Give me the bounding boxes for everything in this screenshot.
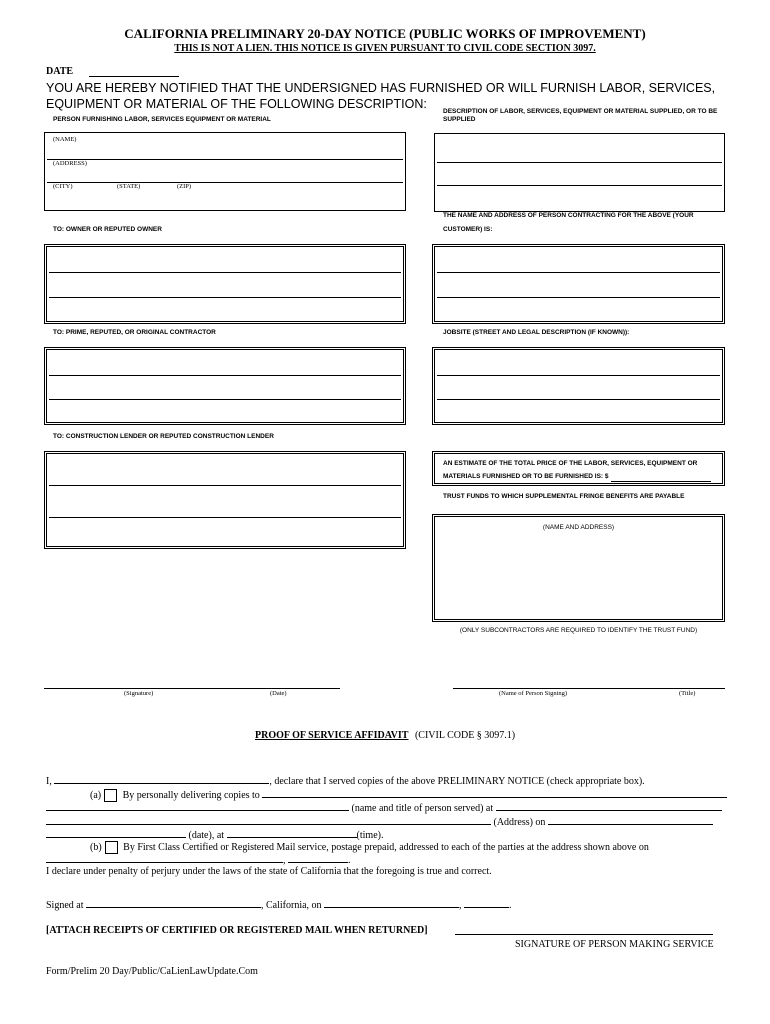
- served-address-field[interactable]: [46, 815, 491, 825]
- signed-year-field[interactable]: [464, 898, 509, 908]
- declarant-name-field[interactable]: [54, 774, 269, 784]
- form-footer: Form/Prelim 20 Day/Public/CaLienLawUpdate.Com: [46, 966, 258, 977]
- lender-label: TO: CONSTRUCTION LENDER OR REPUTED CONSTRUCTION LENDER: [53, 433, 274, 440]
- date-label: DATE: [46, 66, 74, 77]
- customer-line-1[interactable]: [437, 248, 720, 273]
- signed-date-field[interactable]: [324, 898, 459, 908]
- description-box: [434, 133, 725, 212]
- name-title-field[interactable]: [46, 801, 349, 811]
- contractor-line-2[interactable]: [49, 375, 401, 400]
- contractor-label: TO: PRIME, REPUTED, OR ORIGINAL CONTRACTOR: [53, 329, 216, 336]
- option-a-label: (a): [90, 790, 102, 801]
- trust-note: (ONLY SUBCONTRACTORS ARE REQUIRED TO IDENTIFY THE TRUST FUND): [459, 627, 698, 634]
- description-line-2[interactable]: [437, 162, 722, 186]
- city-label: (CITY): [53, 183, 73, 190]
- owner-label: TO: OWNER OR REPUTED OWNER: [53, 226, 162, 233]
- proof-heading-row: [255, 730, 515, 741]
- customer-box: [432, 244, 725, 324]
- mail-date-field[interactable]: [46, 853, 283, 863]
- declare-text: I declare under penalty of perjury under the laws of the state of California that the foregoing is true and correct.: [46, 866, 492, 877]
- contractor-line-1[interactable]: [49, 351, 401, 376]
- lender-box: [44, 451, 406, 549]
- proof-i: I,: [46, 776, 52, 787]
- state-label: (STATE): [117, 183, 141, 190]
- trust-name-label: (NAME AND ADDRESS): [542, 524, 615, 531]
- jobsite-line-3[interactable]: [437, 399, 720, 422]
- proof-line-1: [46, 774, 645, 787]
- trust-funds-box[interactable]: [432, 514, 725, 622]
- estimate-amount-field[interactable]: [611, 481, 711, 482]
- owner-line-3[interactable]: [49, 297, 401, 321]
- option-b-label: (b): [90, 841, 102, 853]
- jobsite-line-1[interactable]: [437, 351, 720, 376]
- attach-receipts-text: [ATTACH RECEIPTS OF CERTIFIED OR REGISTERED MAIL WHEN RETURNED]: [46, 925, 428, 936]
- mail-comma: ,: [283, 855, 286, 866]
- served-on-field[interactable]: [548, 815, 713, 825]
- owner-box: [44, 244, 406, 324]
- mail-year-field[interactable]: [288, 853, 348, 863]
- date-field[interactable]: [89, 76, 179, 77]
- signed-period: .: [509, 900, 512, 911]
- option-a-text: By personally delivering copies to: [122, 790, 260, 801]
- name-signing-line[interactable]: [453, 688, 725, 689]
- notice-text: YOU ARE HEREBY NOTIFIED THAT THE UNDERSIGNED HAS FURNISHED OR WILL FURNISH LABOR, SERVICES, EQUIPMENT OR MATERIAL OF THE FOLLOWING DESCRIPTION:: [46, 81, 716, 111]
- signature-line[interactable]: [44, 688, 340, 689]
- jobsite-box: [432, 347, 725, 425]
- lender-line-3[interactable]: [49, 517, 401, 545]
- signed-city-field[interactable]: [86, 898, 261, 908]
- customer-line-3[interactable]: [437, 297, 720, 321]
- mail-date-row: [46, 853, 351, 866]
- contractor-line-3[interactable]: [49, 399, 401, 422]
- address-field[interactable]: [47, 159, 403, 183]
- customer-line-2[interactable]: [437, 272, 720, 298]
- city-state-zip-field[interactable]: [47, 182, 403, 208]
- served-time-field[interactable]: [227, 828, 357, 838]
- zip-label: (ZIP): [177, 183, 192, 190]
- person-served-field[interactable]: [262, 788, 727, 798]
- california-on-text: , California, on: [261, 900, 322, 911]
- name-title-text: (name and title of person served) at: [351, 803, 494, 814]
- jobsite-label: JOBSITE (STREET AND LEGAL DESCRIPTION (IF KNOWN)):: [443, 329, 630, 336]
- contractor-box: [44, 347, 406, 425]
- option-b-text: By First Class Certified or Registered Mail service, postage prepaid, addressed to each of the parties at the address shown above on: [123, 841, 649, 853]
- address-on-text: (Address) on: [493, 817, 546, 828]
- estimate-box[interactable]: [432, 451, 725, 486]
- estimate-label-1: AN ESTIMATE OF THE TOTAL PRICE OF THE LABOR, SERVICES, EQUIPMENT OR: [443, 460, 698, 467]
- customer-label-2: CUSTOMER) IS:: [443, 226, 493, 233]
- trust-funds-label: TRUST FUNDS TO WHICH SUPPLEMENTAL FRINGE BENEFITS ARE PAYABLE: [443, 493, 685, 500]
- title-caption: (Title): [679, 690, 696, 697]
- estimate-label-2: MATERIALS FURNISHED OR TO BE FURNISHED IS: $: [443, 473, 609, 480]
- mail-period: .: [348, 855, 351, 866]
- proof-code: (CIVIL CODE § 3097.1): [414, 730, 516, 741]
- date-time-row: [46, 828, 383, 841]
- owner-line-2[interactable]: [49, 272, 401, 298]
- name-title-row: [46, 801, 722, 814]
- served-date-field[interactable]: [46, 828, 186, 838]
- date-at-text: (date), at: [188, 830, 225, 841]
- name-signing-caption: (Name of Person Signing): [499, 690, 568, 697]
- form-title: CALIFORNIA PRELIMINARY 20-DAY NOTICE (PUBLIC WORKS OF IMPROVEMENT): [124, 26, 646, 41]
- form-subtitle: THIS IS NOT A LIEN. THIS NOTICE IS GIVEN PURSUANT TO CIVIL CODE SECTION 3097.: [174, 43, 596, 54]
- lender-line-1[interactable]: [49, 455, 401, 486]
- proof-heading: PROOF OF SERVICE AFFIDAVIT: [255, 730, 409, 741]
- service-signature-caption: SIGNATURE OF PERSON MAKING SERVICE: [515, 939, 714, 950]
- service-signature-line[interactable]: [455, 934, 713, 935]
- date-caption: (Date): [270, 690, 287, 697]
- description-label: DESCRIPTION OF LABOR, SERVICES, EQUIPMENT OR MATERIAL SUPPLIED, OR TO BE SUPPLIED: [443, 108, 718, 123]
- signed-at-text: Signed at: [46, 900, 84, 911]
- proof-line-1-text: , declare that I served copies of the above PRELIMINARY NOTICE (check appropriate box).: [269, 776, 645, 787]
- name-label: (NAME): [53, 136, 77, 143]
- customer-label-1: THE NAME AND ADDRESS OF PERSON CONTRACTING FOR THE ABOVE (YOUR: [443, 212, 694, 219]
- signed-comma: ,: [459, 900, 462, 911]
- description-line-3[interactable]: [437, 185, 722, 209]
- person-furnishing-box: [44, 132, 406, 211]
- time-text: (time).: [356, 830, 384, 841]
- address-on-row: [46, 815, 713, 828]
- signature-caption: (Signature): [124, 690, 154, 697]
- description-line-1[interactable]: [437, 136, 722, 163]
- served-at-field[interactable]: [496, 801, 722, 811]
- signed-at-row: [46, 898, 512, 911]
- lender-line-2[interactable]: [49, 485, 401, 518]
- person-furnishing-label: PERSON FURNISHING LABOR, SERVICES EQUIPMENT OR MATERIAL: [53, 116, 271, 123]
- name-field[interactable]: [47, 135, 403, 160]
- owner-line-1[interactable]: [49, 248, 401, 273]
- address-label: (ADDRESS): [53, 160, 87, 167]
- jobsite-line-2[interactable]: [437, 375, 720, 400]
